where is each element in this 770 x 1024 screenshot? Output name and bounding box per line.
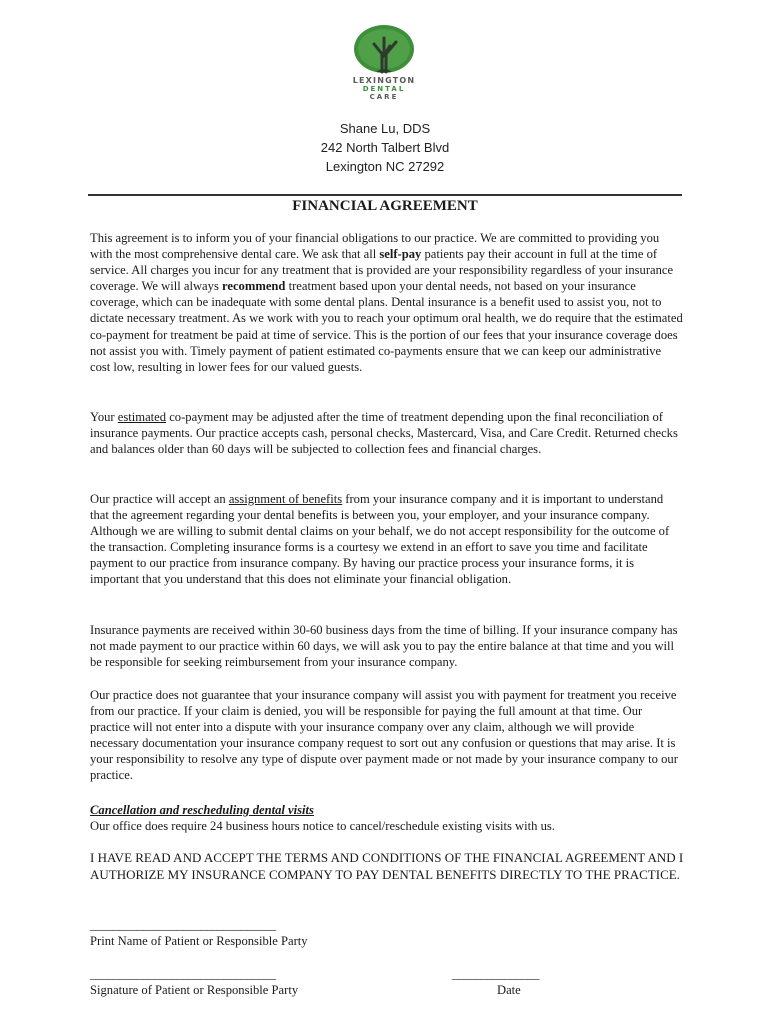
street-address: 242 North Talbert Blvd [320,140,450,155]
paragraph-copayment: Your estimated co-payment may be adjusted after the time of treatment depending upon the final reconciliation of insurance payments. Our practice accepts cash, personal checks, Mastercard, Visa, and Care Credit. Returned checks and balances older than 60 days will be subjected to collection fees and financial charges. [90,410,678,457]
cancellation-heading: Cancellation and rescheduling dental visits [90,803,314,817]
dentist-name: Shane Lu, DDS [339,121,431,136]
signature-line[interactable]: ________________________________ [90,967,276,981]
date-line[interactable]: _______________ [452,967,539,981]
paragraph-no-guarantee: Our practice does not guarantee that your insurance company will assist you with payment for treatment you receive from our practice. If your claim is denied, you will be responsible for paying the full amount at that time. Our practice will not enter into a dispute with your insurance company over any claim, although we will provide necessary documentation your insurance company request to sort out any confusion or questions that may arise. It is your responsibility to resolve any type of dispute over payment made or not made by your insurance company to our practice. [90,688,678,783]
paragraph-obligations: This agreement is to inform you of your financial obligations to our practice. We are committed to providing you with the most comprehensive dental care. We ask that all self-pay patients pay their account in full at the time of service. All charges you incur for any treatment that is provided are your responsibility regardless of your insurance coverage. We will always recommend treatment based upon your dental needs, not based on your insurance coverage, which can be inadequate with some dental plans. Dental insurance is a benefit used to assist you, not to dictate necessary treatment. As we work with you to reach your optimum oral health, we do require that the estimated co-payment for treatment be paid at time of service. This is the portion of our fees that your insurance coverage does not assist you with. Timely payment of patient estimated co-payments ensure that we can keep our administrative cost low, resulting in lower fees for our valued guests. [90,231,683,374]
document-title: FINANCIAL AGREEMENT [292,198,478,214]
logo-text-lexington: LEXINGTON [352,76,416,85]
date-label: Date [497,983,521,997]
tree-logo-icon [352,24,416,78]
paragraph-assignment: Our practice will accept an assignment of benefits from your insurance company and it is important to understand that the agreement regarding your dental benefits is between you, your employer, and your insurance company. Although we are willing to submit dental claims on your behalf, we do not accept responsibility for the outcome of the transaction. Completing insurance forms is a courtesy we extend in an effort to save you time and facilitate payment to our practice from insurance company. By having our practice process your insurance forms, it is important that you understand that this does not eliminate your financial obligation. [90,492,670,587]
paragraph-insurance-payments: Insurance payments are received within 30-60 business days from the time of billing. If your insurance company has not made payment to our practice within 60 days, we will ask you to pay the entire balance at that time and you will be responsible for seeking reimbursement from your insurance company. [90,623,678,670]
logo-text-dental: DENTAL [362,85,406,93]
paragraph-acceptance: I HAVE READ AND ACCEPT THE TERMS AND CONDITIONS OF THE FINANCIAL AGREEMENT AND I AUTHORIZE MY INSURANCE COMPANY TO PAY DENTAL BENEFITS DIRECTLY TO THE PRACTICE. [90,850,684,882]
practice-logo [338,24,430,104]
signature-label: Signature of Patient or Responsible Party [90,983,299,997]
city-address: Lexington NC 27292 [325,159,445,174]
print-name-line[interactable]: ________________________________ [90,918,276,932]
print-name-label: Print Name of Patient or Responsible Party [90,934,308,948]
paragraph-cancellation: Cancellation and rescheduling dental visits Our office does require 24 business hours notice to cancel/reschedule existing visits with us. [90,803,555,834]
logo-text-care: CARE [369,93,399,101]
header-divider [88,194,682,196]
